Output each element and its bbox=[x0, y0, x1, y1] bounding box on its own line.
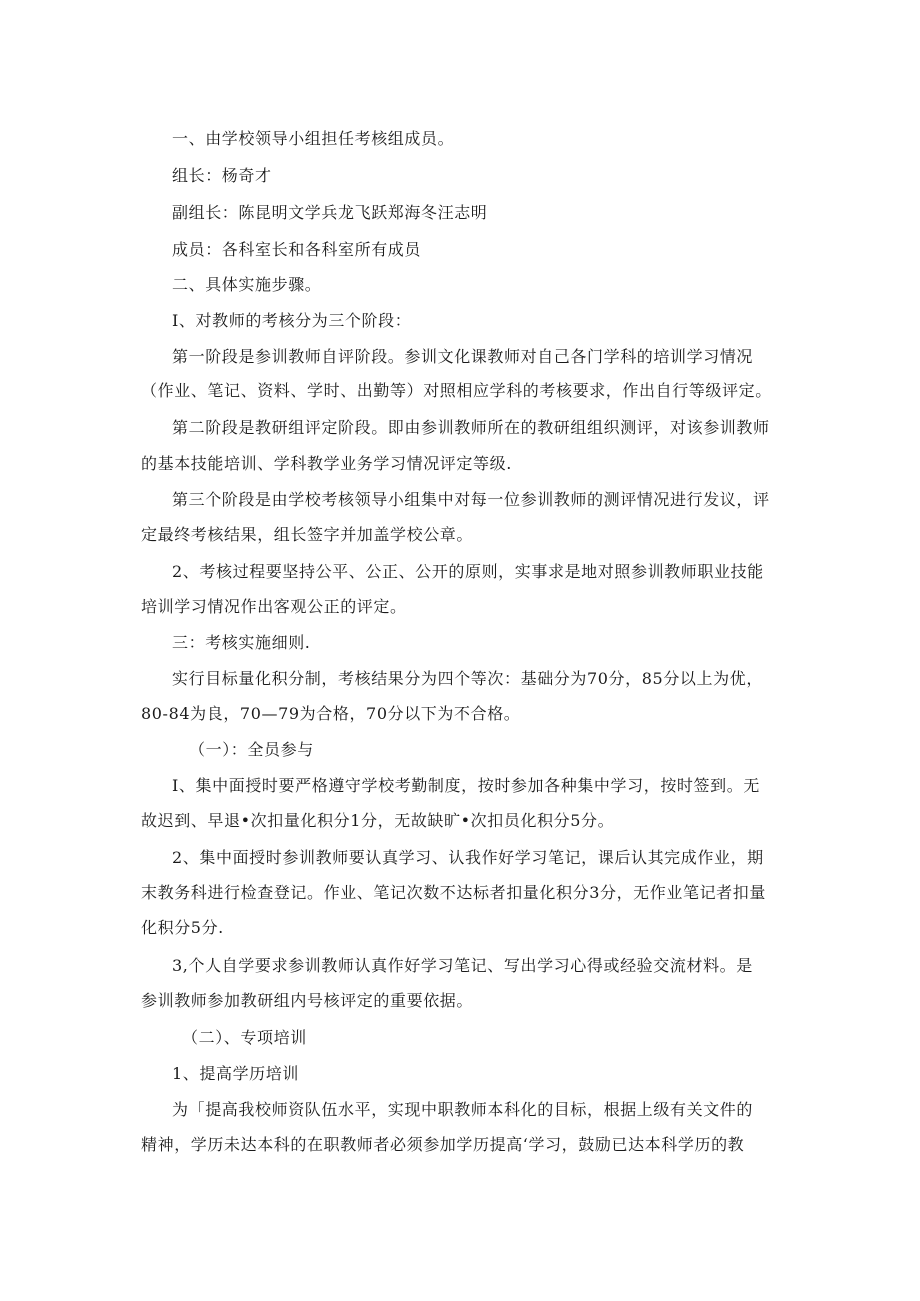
text-line: （二）、专项培训 bbox=[182, 1028, 307, 1047]
text-line: 2、考核过程要坚持公平、公正、公开的原则，实事求是地对照参训教师职业技能 bbox=[172, 562, 764, 581]
text-line: 第一阶段是参训教师自评阶段。参训文化课教师对自己各门学科的培训学习情况 bbox=[172, 347, 754, 366]
text-line: 80-84为良，70—79为合格，70分以下为不合格。 bbox=[141, 704, 521, 723]
text-line: 第三个阶段是由学校考核领导小组集中对每一位参训教师的测评情况进行发议，评 bbox=[172, 490, 770, 509]
text-line: 实行目标量化积分制，考核结果分为四个等次：基础分为70分，85分以上为优， bbox=[172, 669, 763, 688]
text-line: 的基本技能培训、学科教学业务学习情况评定等级. bbox=[141, 454, 512, 473]
text-line: 故迟到、早退•次扣量化积分1分，无故缺旷•次扣员化积分5分。 bbox=[141, 811, 615, 830]
text-line: 2、集中面授时参训教师要认真学习、认我作好学习笔记，课后认其完成作业，期 bbox=[172, 848, 764, 867]
text-line: 组长：杨奇才 bbox=[172, 166, 272, 185]
text-line: I、对教师的考核分为三个阶段： bbox=[172, 311, 412, 330]
text-line: 为「提高我校师资队伍水平，实现中职教师本科化的目标，根据上级有关文件的 bbox=[172, 1100, 754, 1119]
text-line: 培训学习情况作出客观公正的评定。 bbox=[141, 597, 407, 616]
text-line: 二、具体实施步骤。 bbox=[172, 275, 322, 294]
text-line: I、集中面授时要严格遵守学校考勤制度，按时参加各种集中学习，按时签到。无 bbox=[172, 776, 760, 795]
text-line: 化积分5分. bbox=[141, 918, 224, 937]
text-line: 副组长：陈昆明文学兵龙飞跃郑海冬汪志明 bbox=[172, 203, 488, 222]
text-line: 参训教师参加教研组内号核评定的重要依据。 bbox=[141, 991, 474, 1010]
text-line: 3,个人自学要求参训教师认真作好学习笔记、写出学习心得或经验交流材料。是 bbox=[172, 956, 753, 975]
text-line: 定最终考核结果，组长签字并加盖学校公章。 bbox=[141, 525, 474, 544]
text-line: 三：考核实施细则. bbox=[172, 633, 311, 652]
text-line: 精神，学历未达本科的在职教师者必须参加学历提高‘学习，鼓励已达本科学历的教 bbox=[141, 1135, 745, 1154]
text-line: 末教务科进行检查登记。作业、笔记次数不达标者扣量化积分3分，无作业笔记者扣量 bbox=[141, 883, 766, 902]
text-line: 成员：各科室长和各科室所有成员 bbox=[172, 240, 422, 259]
text-line: 一、由学校领导小组担任考核组成员。 bbox=[172, 129, 455, 148]
text-line: 1、提高学历培训 bbox=[172, 1064, 299, 1083]
text-line: （作业、笔记、资料、学时、出勤等）对照相应学科的考核要求，作出自行等级评定。 bbox=[141, 381, 772, 400]
text-line: 第二阶段是教研组评定阶段。即由参训教师所在的教研组组织测评，对该参训教师 bbox=[172, 418, 770, 437]
text-line: （一）：全员参与 bbox=[189, 740, 314, 759]
